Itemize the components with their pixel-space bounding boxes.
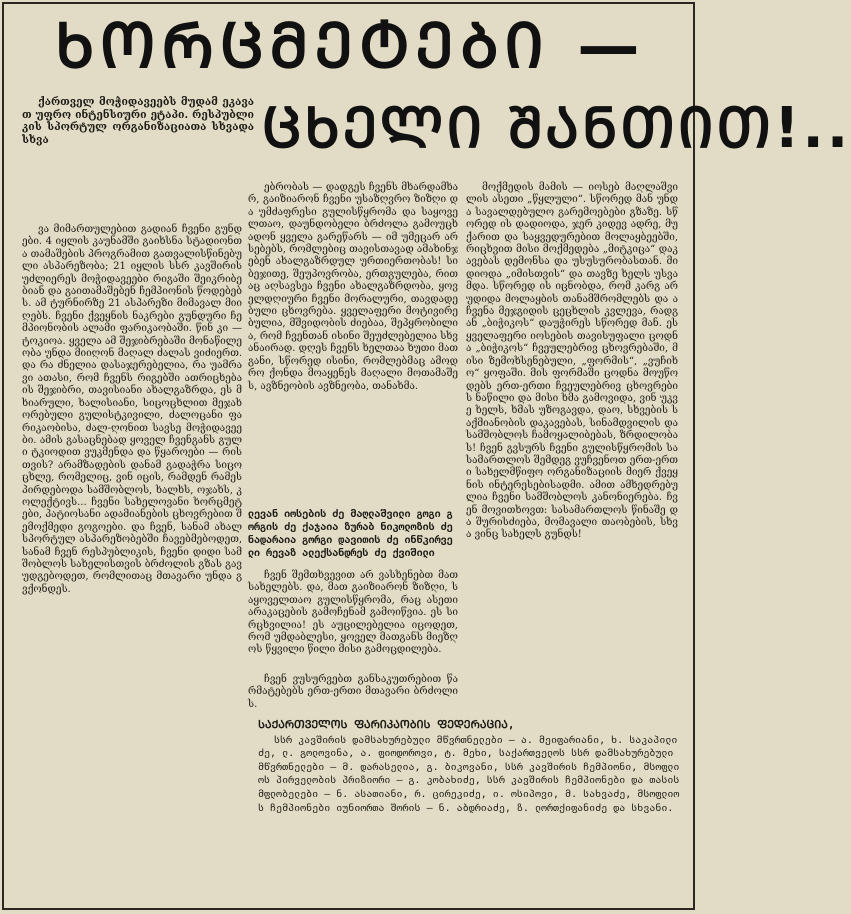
signatories-list: სსრ კავშირის დამსახურებული მწვრთნელები — ა. მეიფარიანი, ხ. საკაპილიძე, ლ. გოლოვინა, ა. ფიოდოროვი, ტ. მეხი, საქართველოს სსრ დამსახურებული მწვრთნელები — მ. დარასელია, გ. ბიკოვანი, სსრ კავშირის ჩემპიონი, მსოფლიოს პირველობის პრიზიორი — გ. კობახიძე, სსრ კავშირის ჩემპიონები და თასის მფლობელები — ნ. ასათიანი, რ. ცირეკიძე, ი. ოსიპოვი, მ. სახვაძე, მსოფლიოს ჩემპიონები იუნიორთა შორის — ნ. აბდრიაძე, ზ. ლორთქიფანიძე და სხვანი. — [258, 734, 680, 814]
headline-line-2: ᲪᲮᲔᲚᲘ ᲨᲐᲜᲗᲘᲗ!.. — [262, 96, 851, 161]
column-2-text: ებრობას — დადგეს ჩვენს მხარდამხარ, გაიზიარონ ჩვენი უსაზღვრო ზიზღი და უმძაფრესი გულისწყრომა და საყოველთაო, დაუნდობელი ბრძოლა გამოუცხადონ ყველა გარეწარს — იმ უმეცარ არსებებს, რომლებიც თავისთავად ამახინჯებენ ახალგაზრდულ ურთიერთობას! სიბეჯითე, შეუპოვრობა, ერთგულება, რითაც აღსავსეა ჩვენი ახალგაზრდობა, ყოველდღიური ჩვენი მორალური, თავდადებული ცხოვრება. ყველაფერი მოტივირებულია, მშვიდობის ძიებაა, შეპყრობილია, რომ ჩვენთან ისინი შეუძლებელია სხვანაირად. დღეს ჩვენს ხელთაა ხუთი მათგანი, სწორედ ისინი, რომლებმაც ამოდრო ქონდა მოაყენეს მაღალი მოთამაშეს, ავზნეობის ავზნეობა, თანახმა. — [248, 182, 458, 392]
article-column-3 — [466, 182, 678, 700]
intro-text: ქართველ მოჭიდავეებს მუდამ ეკავათ უფრო ინტენსიური ეტაპი. რესპუბლიკის სპორტულ ორგანიზაციათა სხვადასხვა — [22, 96, 254, 146]
column-3-text: მოქმედის მამის — იოსებ მაღლაშვილის ასეთი „წყლული“. სწორედ მან უნდა სავალდებულო გარემოებები გზაზე. სწორედ ის დადიოდა, ჯერ კიდევ ადრე, მუქარით და საყვედურებით მოლაყბეებში, რიცხვით მისი მოქმედება „მიტკიცა“ დაკავებას დემონსა და უსუსურობასთან. მიდიოდა „იმისთვის“ და თავზე ხელს უსვამდა. სწორედ ის იცნობდა, რომ კარგ არ უდიდა მოლაყბის თანამშრომლებს და აჩვენა მეჯგიდის ცეცხლის კვლევა, რადგან „ბიჭიკოს“ დაუჭირეს სწორედ მან. ეს ყველაფერი იოსების თავისუფალი ცოდნა „ბიჭიკოს“ ჩვეულებრივ ცხოვრებაში, მისი ზემოხსენებული, „ფორმის“, „ვუჩიხო“ ყოფაში. მის ფორმაში ცოდნა მოუწოდებს ერთ-ერთი ჩვეულებრივ ცხოვრების ნაწილი და მისი ხმა გამოვიდა, ვინ უკვე ხელს, ხმას უზოგავდა, დაო, სხვების საქმიანობის დაკავებას, სინამდვილის და სამშობლოს ჩამოყალიბებას, ზრდილობას! ჩვენ გვსურს ჩვენი გულისწყრომის სასამართლოს შემდეგ ვუჩვენოთ ერთ-ერთი სახელმწიფო ორგანიზაციის მიერ ქვეყნის ინტერესებისადმი. ამით ამხედრებულია ჩვენი სამშობლოს კანონიერება. ჩვენ მოვითხოვთ: სასამართლოს წინაშე და შურისძიება, მომავალი თაობების, სხვა ვინც სახელს გუნდს! — [466, 182, 678, 541]
article-column-2-continued — [248, 570, 458, 672]
federation-name: ᲡᲐᲥᲐᲠᲗᲕᲔᲚᲝᲡ ᲤᲐᲠᲘᲙᲐᲝᲑᲘᲡ ᲤᲔᲓᲔᲠᲐᲪᲘᲐ, — [258, 718, 515, 731]
accused-names-list: ლევან იოსების ძე მაღლაშვილი გოგი გორგის ძე ქაჯაია ზურაბ ნიკოლოზის ძე ნადარაია გორგი დავითის ძე ინწკირველი რევაზ ალექსანდრეს ძე ქვიშილი — [248, 509, 453, 559]
column-2b-text: ჩვენ შემთხვევით არ ვასხენებთ მათ სახელებს. და, მათ გაიზიარონ ზიზღი, საყოველთაო გულისწყრომა, რაც ასეთი არაკაცების გამოჩენამ გამოიწვია. ეს სირცხვილია! ეს აუცილებელია იცოდეთ, რომ უმდაბლესი, ყოველ მათგანს მიეზღოს წყვილი წილი მისი გამოცდილება. — [248, 570, 458, 656]
intro-paragraph — [22, 96, 254, 222]
article-column-2 — [248, 182, 458, 506]
headline-line-1: ᲮᲝᲠᲪᲛᲔᲢᲔᲑᲘ — — [55, 9, 646, 82]
column-2c-text: ჩვენ ვუსურვებთ განსაკუთრებით წარმატებებს ერთ-ერთი მთავარი ბრძოლის. — [248, 674, 458, 710]
column-1-text: ვა მიმართულებით გადიან ჩვენი გუნდები. 4 იყლის კაუნამში გაიხსნა სტადიონთა თამაშების პროგრამით გათვალისწინებული ასპარეზობა; 21 იყლის სსრ კავშირის უძლიერეს მოჭიდავეები რიგაში შეიკრიბებიან და გაითამაშებენ ჩემპიონის წოდებებს. ამ ტურნირზე 21 ასპარეზი მიმავალ მიიღებს. ჩვენი ქვეყნის ნაკრები გუნდური ჩემპიონობის ალამი ფარიკაობაში. წინ კი — ტოკიოა. ყველა ამ შეჯიბრებაში მონაწილეობა უნდა მიიღონ მაღალ ძალას ვიძიერთ. და რა ძნელია დასაჯერებელია, რა უამრავი ათასი, რომ ჩვენს რიგებში ათრიცხება ის შეჯიბრი, თავისიანი ახალგაზრდა, ეს მხიარული, ხალისიანი, სიცოცხლით მეჯახორებული გულისტკივილი, ძალოცანი ფარიკაობისა, ძალ-ღონით სავსე მოჭიდავეები. ამის გასაცნებად ყოველ ჩვენგანს გული ტკიოდით ვუკმენდა და წყაროები — რისთვის? არამზადების დანამ გადაჭრა სიცოცხლე, რომელიც, ვინ იცის, რამდენ რამეს პირდებოდა სამშობლოს, ხალხს, ოჯახს, კოლექტივს... ჩვენი სახელოვანი ხორცმეტები, პატიოსანი ადამიანების ცხოვრებით შემოქმედი გოგოები. და ჩვენ, სანამ ახალ სპორტულ ასპარეზობებში ჩავებმებოდეთ, სანამ ჩვენ რესპუბლიკის, ჩვენი დიდი სამშობლოს სახელისთვის ბრძოლის გზას გავუდგებოდეთ, რომლითაც მთავარი უნდა გვქონდეს. — [22, 224, 242, 595]
article-column-2-closing — [248, 674, 458, 710]
signatories-block — [258, 718, 680, 898]
article-column-1 — [22, 224, 242, 890]
